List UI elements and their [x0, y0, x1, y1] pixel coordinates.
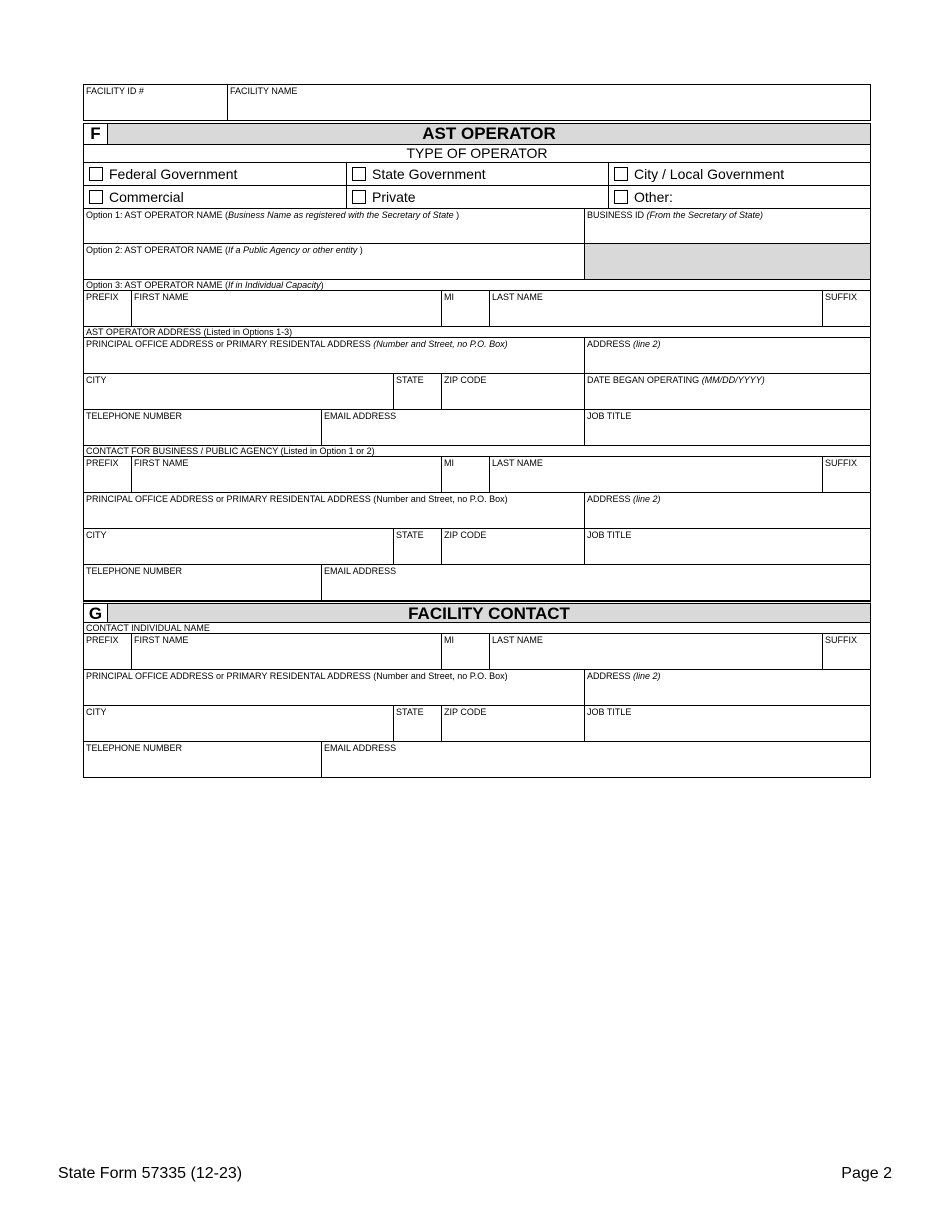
g-mi-field[interactable]: [442, 634, 490, 669]
contact-city-field[interactable]: [84, 529, 394, 564]
contact-individual-heading: [83, 623, 871, 634]
first-name-label: FIRST NAME: [134, 292, 189, 302]
contact-suffix-field[interactable]: [823, 457, 870, 492]
operator-address-row: [83, 338, 871, 374]
first-name-label: FIRST NAME: [134, 458, 189, 468]
checkbox-commercial[interactable]: [89, 190, 103, 204]
form-number: State Form 57335 (12-23): [58, 1165, 243, 1182]
contact-first-name-field[interactable]: [132, 457, 442, 492]
option-1-label: Option 1: AST OPERATOR NAME (Business Name as registered with the Secretary of State ): [86, 210, 460, 220]
contact-zip-field[interactable]: [442, 529, 585, 564]
job-title-label: JOB TITLE: [587, 411, 632, 421]
email-label: EMAIL ADDRESS: [324, 411, 397, 421]
suffix-label: SUFFIX: [825, 292, 858, 302]
option-3-heading: [83, 280, 871, 291]
operator-address-heading: [83, 327, 871, 338]
g-address-line2-field[interactable]: [585, 670, 870, 705]
option-1-row: [83, 209, 871, 244]
checkbox-city[interactable]: [614, 167, 628, 181]
state-label: STATE: [396, 375, 424, 385]
type-of-operator-label: TYPE OF OPERATOR: [406, 145, 548, 161]
facility-row: [83, 84, 871, 121]
city-label: CITY: [86, 375, 107, 385]
zip-field[interactable]: [442, 374, 585, 409]
section-f-letter: F: [84, 124, 108, 144]
type-federal-label: Federal Government: [109, 165, 238, 182]
email-field[interactable]: [322, 410, 585, 445]
checkbox-federal[interactable]: [89, 167, 103, 181]
type-commercial[interactable]: [84, 186, 347, 208]
contact-name-row: [83, 457, 871, 493]
principal-address-field[interactable]: [84, 338, 585, 373]
option-2-name-field[interactable]: [84, 244, 585, 279]
contact-phone-row: [83, 565, 871, 601]
zip-label: ZIP CODE: [444, 707, 487, 717]
business-id-label: BUSINESS ID (From the Secretary of State): [587, 210, 764, 220]
state-field[interactable]: [394, 374, 442, 409]
g-principal-address-field[interactable]: [84, 670, 585, 705]
g-telephone-field[interactable]: [84, 742, 322, 777]
business-contact-heading: [83, 446, 871, 457]
contact-mi-field[interactable]: [442, 457, 490, 492]
g-prefix-field[interactable]: [84, 634, 132, 669]
g-first-name-field[interactable]: [132, 634, 442, 669]
type-city[interactable]: [609, 163, 870, 185]
city-label: CITY: [86, 530, 107, 540]
operator-phone-row: [83, 410, 871, 446]
contact-address-row: [83, 493, 871, 529]
checkbox-state[interactable]: [352, 167, 366, 181]
contact-state-field[interactable]: [394, 529, 442, 564]
email-label: EMAIL ADDRESS: [324, 566, 397, 576]
section-g-letter: G: [84, 604, 108, 622]
type-private[interactable]: [347, 186, 609, 208]
checkbox-private[interactable]: [352, 190, 366, 204]
address-line2-label: ADDRESS (line 2): [587, 494, 661, 504]
type-state[interactable]: [347, 163, 609, 185]
first-name-label: FIRST NAME: [134, 635, 189, 645]
g-state-field[interactable]: [394, 706, 442, 741]
operator-types-row-1: [83, 163, 871, 186]
operator-address-label: AST OPERATOR ADDRESS (Listed in Options 1-3): [86, 327, 293, 337]
g-zip-field[interactable]: [442, 706, 585, 741]
last-name-label: LAST NAME: [492, 635, 543, 645]
contact-city-row: [83, 529, 871, 565]
city-field[interactable]: [84, 374, 394, 409]
g-suffix-field[interactable]: [823, 634, 870, 669]
contact-individual-label: CONTACT INDIVIDUAL NAME: [86, 623, 210, 633]
suffix-label: SUFFIX: [825, 458, 858, 468]
form: [83, 84, 871, 778]
date-began-field[interactable]: [585, 374, 870, 409]
contact-principal-address-field[interactable]: [84, 493, 585, 528]
telephone-label: TELEPHONE NUMBER: [86, 743, 183, 753]
business-id-field[interactable]: [585, 209, 870, 243]
g-name-row: [83, 634, 871, 670]
email-label: EMAIL ADDRESS: [324, 743, 397, 753]
option-1-name-field[interactable]: [84, 209, 585, 243]
facility-name-field[interactable]: [228, 85, 870, 120]
type-other[interactable]: [609, 186, 870, 208]
facility-name-label: FACILITY NAME: [230, 86, 298, 96]
mi-label: MI: [444, 292, 454, 302]
job-title-field[interactable]: [585, 410, 870, 445]
last-name-field[interactable]: [490, 291, 823, 326]
contact-last-name-field[interactable]: [490, 457, 823, 492]
type-city-label: City / Local Government: [634, 165, 785, 182]
type-of-operator-heading: [83, 145, 871, 163]
operator-types-row-2: [83, 186, 871, 209]
checkbox-other[interactable]: [614, 190, 628, 204]
type-commercial-label: Commercial: [109, 188, 184, 205]
mi-label: MI: [444, 635, 454, 645]
zip-label: ZIP CODE: [444, 375, 487, 385]
section-g-title: FACILITY CONTACT: [108, 604, 870, 622]
option-3-name-row: [83, 291, 871, 327]
option-2-label: Option 2: AST OPERATOR NAME (If a Public Agency or other entity ): [86, 245, 363, 255]
state-label: STATE: [396, 707, 424, 717]
mi-label: MI: [444, 458, 454, 468]
g-city-row: [83, 706, 871, 742]
prefix-label: PREFIX: [86, 635, 119, 645]
contact-telephone-field[interactable]: [84, 565, 322, 600]
type-private-label: Private: [372, 188, 416, 205]
principal-address-label: PRINCIPAL OFFICE ADDRESS or PRIMARY RESIDENTAL ADDRESS (Number and Street, no P.O. Box): [86, 494, 508, 504]
g-city-field[interactable]: [84, 706, 394, 741]
date-began-label: DATE BEGAN OPERATING (MM/DD/YYYY): [587, 375, 765, 385]
option-2-row: [83, 244, 871, 280]
section-g-banner: [83, 601, 871, 623]
option-2-shaded-cell: [585, 244, 870, 279]
job-title-label: JOB TITLE: [587, 707, 632, 717]
contact-job-title-field[interactable]: [585, 529, 870, 564]
job-title-label: JOB TITLE: [587, 530, 632, 540]
state-label: STATE: [396, 530, 424, 540]
prefix-label: PREFIX: [86, 458, 119, 468]
type-federal[interactable]: [84, 163, 347, 185]
contact-address-line2-field[interactable]: [585, 493, 870, 528]
business-contact-label: CONTACT FOR BUSINESS / PUBLIC AGENCY (Listed in Option 1 or 2): [86, 446, 375, 456]
address-line2-field[interactable]: [585, 338, 870, 373]
suffix-field[interactable]: [823, 291, 870, 326]
section-f-banner: [83, 123, 871, 145]
facility-id-field[interactable]: [84, 85, 228, 120]
zip-label: ZIP CODE: [444, 530, 487, 540]
contact-email-field[interactable]: [322, 565, 870, 600]
first-name-field[interactable]: [132, 291, 442, 326]
city-label: CITY: [86, 707, 107, 717]
principal-address-label: PRINCIPAL OFFICE ADDRESS or PRIMARY RESIDENTAL ADDRESS (Number and Street, no P.O. Box): [86, 339, 508, 349]
last-name-label: LAST NAME: [492, 458, 543, 468]
address-line2-label: ADDRESS (line 2): [587, 671, 661, 681]
g-address-row: [83, 670, 871, 706]
page-number: Page 2: [841, 1165, 892, 1182]
g-last-name-field[interactable]: [490, 634, 823, 669]
operator-city-row: [83, 374, 871, 410]
type-other-label: Other:: [634, 188, 673, 205]
address-line2-label: ADDRESS (line 2): [587, 339, 661, 349]
option-3-label: Option 3: AST OPERATOR NAME (If in Individual Capacity): [86, 280, 324, 290]
telephone-label: TELEPHONE NUMBER: [86, 411, 183, 421]
g-job-title-field[interactable]: [585, 706, 870, 741]
telephone-label: TELEPHONE NUMBER: [86, 566, 183, 576]
type-state-label: State Government: [372, 165, 486, 182]
section-f-title: AST OPERATOR: [108, 124, 870, 144]
mi-field[interactable]: [442, 291, 490, 326]
suffix-label: SUFFIX: [825, 635, 858, 645]
contact-prefix-field[interactable]: [84, 457, 132, 492]
last-name-label: LAST NAME: [492, 292, 543, 302]
prefix-field[interactable]: [84, 291, 132, 326]
g-email-field[interactable]: [322, 742, 870, 777]
prefix-label: PREFIX: [86, 292, 119, 302]
telephone-field[interactable]: [84, 410, 322, 445]
facility-id-label: FACILITY ID #: [86, 86, 144, 96]
principal-address-label: PRINCIPAL OFFICE ADDRESS or PRIMARY RESIDENTAL ADDRESS (Number and Street, no P.O. Box): [86, 671, 508, 681]
g-phone-row: [83, 742, 871, 778]
